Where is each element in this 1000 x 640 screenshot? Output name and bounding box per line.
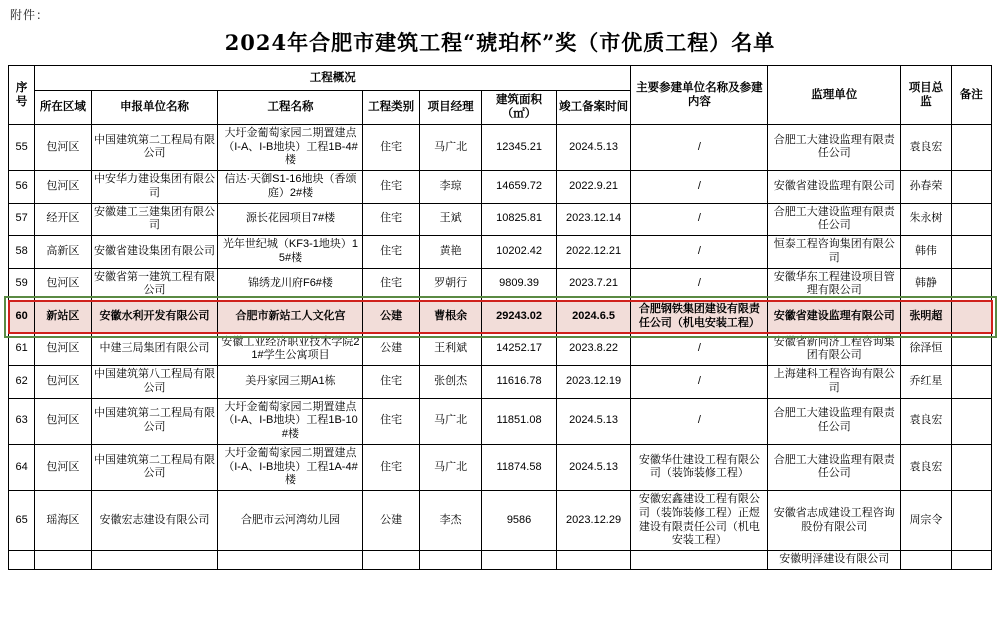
cell-director: 朱永树 xyxy=(901,203,951,236)
cell-complete-date xyxy=(556,551,631,570)
cell-note xyxy=(951,124,991,170)
cell-supervisor: 安徽省新同济工程咨询集团有限公司 xyxy=(768,333,901,366)
cell-area: 高新区 xyxy=(35,236,91,269)
col-build-area-unit: （㎡） xyxy=(501,108,537,121)
cell-project-type: 公建 xyxy=(363,333,419,366)
cell-participants: 安徽宏鑫建设工程有限公司（装饰装修工程）正煜建设有限责任公司（机电安装工程） xyxy=(631,491,768,551)
cell-participants: 安徽华仕建设工程有限公司（装饰装修工程） xyxy=(631,444,768,490)
col-complete-date: 竣工备案时间 xyxy=(556,91,631,125)
cell-seq xyxy=(9,551,35,570)
col-director: 项目总监 xyxy=(901,66,951,125)
cell-build-area: 9809.39 xyxy=(482,268,557,301)
cell-build-area: 14659.72 xyxy=(482,171,557,204)
cell-manager: 马广北 xyxy=(419,124,481,170)
cell-build-area: 11616.78 xyxy=(482,366,557,399)
cell-apply-unit xyxy=(91,551,218,570)
cell-apply-unit: 安徽建工三建集团有限公司 xyxy=(91,203,218,236)
cell-project-type: 住宅 xyxy=(363,203,419,236)
table-row[interactable] xyxy=(9,398,992,444)
cell-note xyxy=(951,444,991,490)
cell-supervisor: 合肥工大建设监理有限责任公司 xyxy=(768,203,901,236)
cell-project-name: 合肥市云河湾幼儿园 xyxy=(218,491,363,551)
table-row[interactable] xyxy=(9,124,992,170)
cell-supervisor: 安徽明泽建设有限公司 xyxy=(768,551,901,570)
cell-project-type: 住宅 xyxy=(363,444,419,490)
cell-note xyxy=(951,171,991,204)
col-build-area-label: 建筑面积 xyxy=(496,94,543,106)
cell-project-type: 住宅 xyxy=(363,171,419,204)
cell-complete-date: 2023.12.14 xyxy=(556,203,631,236)
col-group-overview: 工程概况 xyxy=(35,66,631,91)
cell-project-type: 住宅 xyxy=(363,398,419,444)
cell-project-type: 住宅 xyxy=(363,124,419,170)
col-area: 所在区域 xyxy=(35,91,91,125)
award-list-table xyxy=(8,65,992,570)
cell-area: 包河区 xyxy=(35,171,91,204)
cell-director: 袁良宏 xyxy=(901,124,951,170)
cell-build-area: 29243.02 xyxy=(482,301,557,334)
cell-note xyxy=(951,366,991,399)
cell-area: 新站区 xyxy=(35,301,91,334)
cell-supervisor: 安徽省建设监理有限公司 xyxy=(768,301,901,334)
cell-project-name: 大圩金葡萄家园二期置建点（I-A、I-B地块）工程1B-4#楼 xyxy=(218,124,363,170)
cell-supervisor: 恒泰工程咨询集团有限公司 xyxy=(768,236,901,269)
cell-complete-date: 2023.8.22 xyxy=(556,333,631,366)
cell-manager: 曹根余 xyxy=(419,301,481,334)
cell-apply-unit: 安徽省第一建筑工程有限公司 xyxy=(91,268,218,301)
cell-note xyxy=(951,551,991,570)
cell-seq: 56 xyxy=(9,171,35,204)
cell-project-type xyxy=(363,551,419,570)
cell-project-name: 美丹家园三期A1栋 xyxy=(218,366,363,399)
cell-build-area: 9586 xyxy=(482,491,557,551)
table-row[interactable] xyxy=(9,301,992,334)
cell-note xyxy=(951,333,991,366)
cell-participants xyxy=(631,551,768,570)
cell-build-area xyxy=(482,551,557,570)
cell-complete-date: 2024.5.13 xyxy=(556,124,631,170)
cell-complete-date: 2024.5.13 xyxy=(556,444,631,490)
cell-apply-unit: 中安华力建设集团有限公司 xyxy=(91,171,218,204)
cell-director: 袁良宏 xyxy=(901,444,951,490)
col-manager: 项目经理 xyxy=(419,91,481,125)
cell-director: 乔红星 xyxy=(901,366,951,399)
cell-supervisor: 安徽华东工程建设项目管理有限公司 xyxy=(768,268,901,301)
cell-note xyxy=(951,236,991,269)
cell-participants: 合肥钢铁集团建设有限责任公司（机电安装工程） xyxy=(631,301,768,334)
cell-manager: 王利斌 xyxy=(419,333,481,366)
table-head xyxy=(9,66,992,125)
cell-area: 包河区 xyxy=(35,333,91,366)
cell-complete-date: 2022.12.21 xyxy=(556,236,631,269)
cell-area: 瑶海区 xyxy=(35,491,91,551)
cell-seq: 57 xyxy=(9,203,35,236)
cell-seq: 65 xyxy=(9,491,35,551)
cell-area xyxy=(35,551,91,570)
cell-participants: / xyxy=(631,203,768,236)
table-row[interactable] xyxy=(9,551,992,570)
cell-manager: 李杰 xyxy=(419,491,481,551)
cell-project-name: 光年世纪城（KF3-1地块）15#楼 xyxy=(218,236,363,269)
cell-apply-unit: 中国建筑第二工程局有限公司 xyxy=(91,124,218,170)
cell-supervisor: 安徽省志成建设工程咨询股份有限公司 xyxy=(768,491,901,551)
cell-participants: / xyxy=(631,333,768,366)
cell-supervisor: 上海建科工程咨询有限公司 xyxy=(768,366,901,399)
cell-project-name: 信达·天御S1-16地块（香颂庭）2#楼 xyxy=(218,171,363,204)
cell-area: 包河区 xyxy=(35,268,91,301)
cell-participants: / xyxy=(631,366,768,399)
table-row[interactable] xyxy=(9,444,992,490)
cell-apply-unit: 中建三局集团有限公司 xyxy=(91,333,218,366)
cell-area: 经开区 xyxy=(35,203,91,236)
cell-apply-unit: 安徽宏志建设有限公司 xyxy=(91,491,218,551)
table-row[interactable] xyxy=(9,268,992,301)
table-row[interactable] xyxy=(9,236,992,269)
cell-director: 徐泽恒 xyxy=(901,333,951,366)
cell-director: 张明超 xyxy=(901,301,951,334)
cell-note xyxy=(951,491,991,551)
cell-complete-date: 2023.12.19 xyxy=(556,366,631,399)
cell-project-type: 住宅 xyxy=(363,268,419,301)
page-title: 2024年合肥市建筑工程“琥珀杯”奖（市优质工程）名单 xyxy=(224,30,776,55)
cell-supervisor: 合肥工大建设监理有限责任公司 xyxy=(768,444,901,490)
cell-seq: 64 xyxy=(9,444,35,490)
cell-participants: / xyxy=(631,268,768,301)
cell-area: 包河区 xyxy=(35,366,91,399)
cell-participants: / xyxy=(631,398,768,444)
cell-director: 孙春荣 xyxy=(901,171,951,204)
cell-project-name: 大圩金葡萄家园二期置建点（I-A、I-B地块）工程1B-10#楼 xyxy=(218,398,363,444)
cell-manager: 黄艳 xyxy=(419,236,481,269)
cell-seq: 61 xyxy=(9,333,35,366)
cell-build-area: 10202.42 xyxy=(482,236,557,269)
cell-seq: 60 xyxy=(9,301,35,334)
cell-manager: 马广北 xyxy=(419,398,481,444)
cell-area: 包河区 xyxy=(35,398,91,444)
cell-manager: 罗朝行 xyxy=(419,268,481,301)
table-row[interactable] xyxy=(9,491,992,551)
cell-note xyxy=(951,301,991,334)
col-project-type: 工程类别 xyxy=(363,91,419,125)
cell-area: 包河区 xyxy=(35,124,91,170)
cell-apply-unit: 安徽省建设集团有限公司 xyxy=(91,236,218,269)
cell-complete-date: 2024.6.5 xyxy=(556,301,631,334)
cell-area: 包河区 xyxy=(35,444,91,490)
table-row[interactable] xyxy=(9,171,992,204)
cell-supervisor: 安徽省建设监理有限公司 xyxy=(768,171,901,204)
cell-build-area: 11874.58 xyxy=(482,444,557,490)
cell-manager: 张创杰 xyxy=(419,366,481,399)
cell-complete-date: 2024.5.13 xyxy=(556,398,631,444)
col-apply-unit: 申报单位名称 xyxy=(91,91,218,125)
col-supervisor: 监理单位 xyxy=(768,66,901,125)
table-row[interactable] xyxy=(9,333,992,366)
cell-project-name: 锦绣龙川府F6#楼 xyxy=(218,268,363,301)
cell-participants: / xyxy=(631,171,768,204)
attachment-label: 附件： xyxy=(10,8,50,22)
cell-build-area: 14252.17 xyxy=(482,333,557,366)
cell-note xyxy=(951,203,991,236)
cell-apply-unit: 中国建筑第二工程局有限公司 xyxy=(91,398,218,444)
cell-project-type: 公建 xyxy=(363,301,419,334)
cell-build-area: 11851.08 xyxy=(482,398,557,444)
cell-project-name: 源长花园项目7#楼 xyxy=(218,203,363,236)
col-project-name: 工程名称 xyxy=(218,91,363,125)
cell-director: 袁良宏 xyxy=(901,398,951,444)
cell-project-name: 合肥市新站工人文化宫 xyxy=(218,301,363,334)
cell-director xyxy=(901,551,951,570)
cell-seq: 55 xyxy=(9,124,35,170)
col-note: 备注 xyxy=(951,66,991,125)
col-participants: 主要参建单位名称及参建内容 xyxy=(631,66,768,125)
cell-project-type: 住宅 xyxy=(363,236,419,269)
table-body xyxy=(9,124,992,569)
cell-manager xyxy=(419,551,481,570)
cell-seq: 58 xyxy=(9,236,35,269)
cell-manager: 马广北 xyxy=(419,444,481,490)
cell-build-area: 10825.81 xyxy=(482,203,557,236)
col-build-area xyxy=(482,91,557,125)
table-head-row-group xyxy=(9,66,992,91)
cell-participants: / xyxy=(631,236,768,269)
table-row[interactable] xyxy=(9,203,992,236)
cell-director: 韩静 xyxy=(901,268,951,301)
cell-apply-unit: 安徽水利开发有限公司 xyxy=(91,301,218,334)
col-seq: 序号 xyxy=(9,66,35,125)
cell-build-area: 12345.21 xyxy=(482,124,557,170)
cell-supervisor: 合肥工大建设监理有限责任公司 xyxy=(768,124,901,170)
cell-manager: 李琼 xyxy=(419,171,481,204)
cell-manager: 王斌 xyxy=(419,203,481,236)
cell-project-type: 公建 xyxy=(363,491,419,551)
cell-note xyxy=(951,398,991,444)
cell-note xyxy=(951,268,991,301)
cell-project-type: 住宅 xyxy=(363,366,419,399)
cell-seq: 59 xyxy=(9,268,35,301)
cell-complete-date: 2023.12.29 xyxy=(556,491,631,551)
cell-seq: 63 xyxy=(9,398,35,444)
cell-seq: 62 xyxy=(9,366,35,399)
cell-director: 周宗令 xyxy=(901,491,951,551)
cell-project-name: 安徽工业经济职业技术学院21#学生公寓项目 xyxy=(218,333,363,366)
cell-project-name: 大圩金葡萄家园二期置建点（I-A、I-B地块）工程1A-4#楼 xyxy=(218,444,363,490)
cell-supervisor: 合肥工大建设监理有限责任公司 xyxy=(768,398,901,444)
cell-apply-unit: 中国建筑第八工程局有限公司 xyxy=(91,366,218,399)
cell-project-name xyxy=(218,551,363,570)
cell-complete-date: 2023.7.21 xyxy=(556,268,631,301)
cell-director: 韩伟 xyxy=(901,236,951,269)
cell-apply-unit: 中国建筑第二工程局有限公司 xyxy=(91,444,218,490)
table-row[interactable] xyxy=(9,366,992,399)
cell-participants: / xyxy=(631,124,768,170)
cell-complete-date: 2022.9.21 xyxy=(556,171,631,204)
